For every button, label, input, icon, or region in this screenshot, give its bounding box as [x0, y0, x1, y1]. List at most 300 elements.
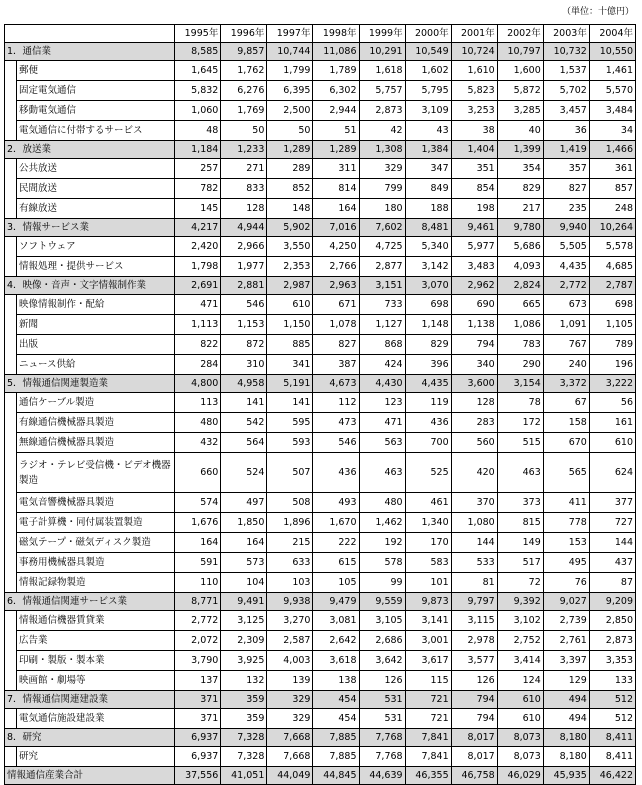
row-value: 145 [175, 199, 221, 219]
category-value: 359 [221, 691, 267, 709]
row-value: 497 [221, 493, 267, 513]
row-value: 2,353 [267, 257, 313, 277]
row-value: 573 [221, 553, 267, 573]
category-label: 7．情報通信関連建設業 [5, 691, 175, 709]
row-value: 144 [451, 533, 497, 553]
indent-cell [5, 179, 17, 199]
row-value: 2,420 [175, 237, 221, 257]
row-value: 290 [497, 355, 543, 375]
row-label: 磁気テープ・磁気ディスク製造 [17, 533, 175, 553]
category-value: 6,937 [175, 729, 221, 747]
row-value: 217 [497, 199, 543, 219]
row-value: 215 [267, 533, 313, 553]
row-value: 1,153 [221, 315, 267, 335]
table-row [5, 413, 636, 433]
row-label: ソフトウェア [17, 237, 175, 257]
row-value: 698 [405, 295, 451, 315]
row-value: 3,109 [405, 101, 451, 121]
row-value: 515 [497, 433, 543, 453]
row-value: 610 [589, 433, 635, 453]
row-value: 6,937 [175, 747, 221, 767]
category-value: 4,944 [221, 219, 267, 237]
row-value: 42 [359, 121, 405, 141]
row-value: 76 [543, 573, 589, 593]
indent-cell [5, 533, 17, 553]
row-value: 494 [543, 709, 589, 729]
category-value: 2,987 [267, 277, 313, 295]
header-blank [5, 25, 175, 43]
category-value: 7,768 [359, 729, 405, 747]
indent-cell [5, 513, 17, 533]
year-header: 2001年 [451, 25, 497, 43]
row-value: 3,125 [221, 611, 267, 631]
year-header: 2000年 [405, 25, 451, 43]
row-value: 512 [589, 709, 635, 729]
category-value: 494 [543, 691, 589, 709]
table-row [5, 671, 636, 691]
row-value: 149 [497, 533, 543, 553]
row-value: 373 [497, 493, 543, 513]
category-value: 8,771 [175, 593, 221, 611]
row-label: 有線放送 [17, 199, 175, 219]
table-row [5, 453, 636, 493]
category-value: 9,392 [497, 593, 543, 611]
row-value: 128 [451, 393, 497, 413]
row-value: 1,462 [359, 513, 405, 533]
indent-cell [5, 121, 17, 141]
table-row [5, 709, 636, 729]
indent-cell [5, 393, 17, 413]
row-value: 546 [313, 433, 359, 453]
row-value: 3,397 [543, 651, 589, 671]
row-value: 868 [359, 335, 405, 355]
row-value: 38 [451, 121, 497, 141]
category-value: 1,466 [589, 141, 635, 159]
indent-cell [5, 81, 17, 101]
category-row [5, 277, 636, 295]
row-value: 164 [221, 533, 267, 553]
row-value: 5,702 [543, 81, 589, 101]
category-value: 1,289 [313, 141, 359, 159]
row-value: 1,850 [221, 513, 267, 533]
category-label: 2．放送業 [5, 141, 175, 159]
row-label: 有線通信機械器具製造 [17, 413, 175, 433]
indent-cell [5, 453, 17, 493]
category-value: 7,668 [267, 729, 313, 747]
total-label: 情報通信産業合計 [5, 767, 175, 785]
category-value: 7,328 [221, 729, 267, 747]
row-value: 115 [405, 671, 451, 691]
table-row [5, 199, 636, 219]
row-label: 映像情報制作・配給 [17, 295, 175, 315]
category-row [5, 593, 636, 611]
category-value: 9,479 [313, 593, 359, 611]
row-value: 161 [589, 413, 635, 433]
row-value: 164 [313, 199, 359, 219]
table-row [5, 335, 636, 355]
row-value: 3,618 [313, 651, 359, 671]
row-value: 827 [543, 179, 589, 199]
row-value: 778 [543, 513, 589, 533]
category-value: 8,017 [451, 729, 497, 747]
indent-cell [5, 709, 17, 729]
row-value: 361 [589, 159, 635, 179]
table-row [5, 393, 636, 413]
category-value: 1,419 [543, 141, 589, 159]
indent-cell [5, 237, 17, 257]
row-value: 493 [313, 493, 359, 513]
row-value: 1,148 [405, 315, 451, 335]
row-value: 2,739 [543, 611, 589, 631]
category-value: 4,958 [221, 375, 267, 393]
category-label: 1．通信業 [5, 43, 175, 61]
row-value: 660 [175, 453, 221, 493]
category-value: 610 [497, 691, 543, 709]
row-value: 852 [267, 179, 313, 199]
row-value: 2,766 [313, 257, 359, 277]
row-value: 533 [451, 553, 497, 573]
row-value: 222 [313, 533, 359, 553]
row-value: 495 [543, 553, 589, 573]
row-value: 104 [221, 573, 267, 593]
row-value: 436 [405, 413, 451, 433]
row-value: 461 [405, 493, 451, 513]
total-value: 41,051 [221, 767, 267, 785]
category-row [5, 219, 636, 237]
row-value: 563 [359, 433, 405, 453]
row-value: 454 [313, 709, 359, 729]
row-value: 2,072 [175, 631, 221, 651]
row-value: 40 [497, 121, 543, 141]
header-row [5, 25, 636, 43]
row-value: 3,484 [589, 101, 635, 121]
row-value: 854 [451, 179, 497, 199]
row-value: 2,772 [175, 611, 221, 631]
category-value: 1,384 [405, 141, 451, 159]
row-value: 471 [175, 295, 221, 315]
year-header: 1998年 [313, 25, 359, 43]
row-value: 3,142 [405, 257, 451, 277]
table-row [5, 355, 636, 375]
category-value: 10,291 [359, 43, 405, 61]
year-header: 1996年 [221, 25, 267, 43]
category-value: 9,940 [543, 219, 589, 237]
row-value: 794 [451, 335, 497, 355]
indent-cell [5, 295, 17, 315]
row-value: 4,093 [497, 257, 543, 277]
category-value: 371 [175, 691, 221, 709]
category-value: 10,744 [267, 43, 313, 61]
table-row [5, 121, 636, 141]
category-value: 7,016 [313, 219, 359, 237]
year-header: 1997年 [267, 25, 313, 43]
category-value: 5,902 [267, 219, 313, 237]
table-row [5, 651, 636, 671]
row-value: 284 [175, 355, 221, 375]
row-value: 370 [451, 493, 497, 513]
table-row [5, 513, 636, 533]
category-value: 2,963 [313, 277, 359, 295]
row-value: 5,505 [543, 237, 589, 257]
row-value: 5,570 [589, 81, 635, 101]
row-value: 420 [451, 453, 497, 493]
row-value: 411 [543, 493, 589, 513]
row-value: 4,435 [543, 257, 589, 277]
indent-cell [5, 335, 17, 355]
row-value: 2,966 [221, 237, 267, 257]
table-row [5, 315, 636, 335]
category-value: 8,411 [589, 729, 635, 747]
row-value: 1,670 [313, 513, 359, 533]
row-value: 354 [497, 159, 543, 179]
row-value: 5,823 [451, 81, 497, 101]
category-value: 8,180 [543, 729, 589, 747]
row-value: 546 [221, 295, 267, 315]
row-value: 463 [497, 453, 543, 493]
row-label: 新聞 [17, 315, 175, 335]
row-value: 359 [221, 709, 267, 729]
row-value: 180 [359, 199, 405, 219]
total-value: 46,758 [451, 767, 497, 785]
row-value: 3,925 [221, 651, 267, 671]
table-row [5, 433, 636, 453]
category-value: 10,549 [405, 43, 451, 61]
row-value: 56 [589, 393, 635, 413]
table-row [5, 553, 636, 573]
year-header: 2002年 [497, 25, 543, 43]
category-value: 512 [589, 691, 635, 709]
row-value: 3,457 [543, 101, 589, 121]
row-value: 7,885 [313, 747, 359, 767]
row-value: 437 [589, 553, 635, 573]
row-value: 5,832 [175, 81, 221, 101]
row-value: 1,769 [221, 101, 267, 121]
row-value: 2,309 [221, 631, 267, 651]
row-value: 815 [497, 513, 543, 533]
row-value: 615 [313, 553, 359, 573]
row-value: 8,017 [451, 747, 497, 767]
category-label: 8．研究 [5, 729, 175, 747]
row-value: 105 [313, 573, 359, 593]
row-label: ニュース供給 [17, 355, 175, 375]
row-value: 283 [451, 413, 497, 433]
category-value: 9,873 [405, 593, 451, 611]
row-value: 196 [589, 355, 635, 375]
row-value: 6,395 [267, 81, 313, 101]
row-label: 情報処理・提供サービス [17, 257, 175, 277]
row-value: 3,483 [451, 257, 497, 277]
row-value: 357 [543, 159, 589, 179]
row-value: 3,141 [405, 611, 451, 631]
indent-cell [5, 159, 17, 179]
row-value: 78 [497, 393, 543, 413]
row-value: 507 [267, 453, 313, 493]
row-value: 463 [359, 453, 405, 493]
row-value: 2,873 [589, 631, 635, 651]
row-value: 43 [405, 121, 451, 141]
row-value: 311 [313, 159, 359, 179]
indent-cell [5, 101, 17, 121]
row-value: 172 [497, 413, 543, 433]
row-value: 87 [589, 573, 635, 593]
row-value: 198 [451, 199, 497, 219]
category-value: 721 [405, 691, 451, 709]
row-value: 436 [313, 453, 359, 493]
row-value: 48 [175, 121, 221, 141]
row-value: 1,789 [313, 61, 359, 81]
category-value: 8,481 [405, 219, 451, 237]
row-value: 341 [267, 355, 313, 375]
category-value: 2,691 [175, 277, 221, 295]
row-label: 電気通信に付帯するサービス [17, 121, 175, 141]
row-value: 34 [589, 121, 635, 141]
row-value: 170 [405, 533, 451, 553]
row-value: 257 [175, 159, 221, 179]
row-label: 郵便 [17, 61, 175, 81]
row-value: 671 [313, 295, 359, 315]
row-value: 329 [359, 159, 405, 179]
row-label: 映画館・劇場等 [17, 671, 175, 691]
category-value: 7,841 [405, 729, 451, 747]
row-value: 564 [221, 433, 267, 453]
row-value: 3,081 [313, 611, 359, 631]
row-value: 1,091 [543, 315, 589, 335]
row-value: 471 [359, 413, 405, 433]
row-label: 出版 [17, 335, 175, 355]
category-value: 4,800 [175, 375, 221, 393]
row-value: 126 [359, 671, 405, 691]
row-value: 1,977 [221, 257, 267, 277]
row-value: 857 [589, 179, 635, 199]
row-value: 508 [267, 493, 313, 513]
industry-table [4, 24, 636, 785]
row-value: 192 [359, 533, 405, 553]
category-value: 329 [267, 691, 313, 709]
row-value: 5,686 [497, 237, 543, 257]
table-row [5, 257, 636, 277]
row-value: 5,977 [451, 237, 497, 257]
row-value: 124 [497, 671, 543, 691]
row-label: ラジオ・テレビ受信機・ビデオ機器製造 [17, 453, 175, 493]
row-value: 3,285 [497, 101, 543, 121]
row-value: 137 [175, 671, 221, 691]
row-value: 7,841 [405, 747, 451, 767]
row-value: 1,127 [359, 315, 405, 335]
year-header: 1999年 [359, 25, 405, 43]
row-value: 3,642 [359, 651, 405, 671]
row-value: 633 [267, 553, 313, 573]
total-value: 44,845 [313, 767, 359, 785]
row-value: 3,414 [497, 651, 543, 671]
row-value: 67 [543, 393, 589, 413]
row-value: 872 [221, 335, 267, 355]
row-value: 578 [359, 553, 405, 573]
table-row [5, 61, 636, 81]
category-value: 4,430 [359, 375, 405, 393]
row-value: 2,587 [267, 631, 313, 651]
row-value: 347 [405, 159, 451, 179]
category-value: 9,491 [221, 593, 267, 611]
row-value: 670 [543, 433, 589, 453]
indent-cell [5, 61, 17, 81]
row-value: 673 [543, 295, 589, 315]
row-value: 794 [451, 709, 497, 729]
row-value: 624 [589, 453, 635, 493]
row-value: 1,610 [451, 61, 497, 81]
year-header: 2003年 [543, 25, 589, 43]
row-label: 情報記録物製造 [17, 573, 175, 593]
table-body [5, 43, 636, 785]
row-value: 560 [451, 433, 497, 453]
table-row [5, 159, 636, 179]
total-value: 45,935 [543, 767, 589, 785]
row-value: 1,537 [543, 61, 589, 81]
category-row [5, 375, 636, 393]
row-value: 133 [589, 671, 635, 691]
indent-cell [5, 611, 17, 631]
category-value: 1,399 [497, 141, 543, 159]
row-value: 72 [497, 573, 543, 593]
category-value: 454 [313, 691, 359, 709]
category-value: 4,435 [405, 375, 451, 393]
row-value: 112 [313, 393, 359, 413]
category-value: 3,372 [543, 375, 589, 393]
row-value: 432 [175, 433, 221, 453]
row-label: 公共放送 [17, 159, 175, 179]
indent-cell [5, 355, 17, 375]
indent-cell [5, 573, 17, 593]
category-value: 9,857 [221, 43, 267, 61]
row-value: 248 [589, 199, 635, 219]
category-value: 1,233 [221, 141, 267, 159]
row-value: 7,768 [359, 747, 405, 767]
row-value: 885 [267, 335, 313, 355]
indent-cell [5, 747, 17, 767]
row-value: 1,138 [451, 315, 497, 335]
indent-cell [5, 671, 17, 691]
row-value: 1,080 [451, 513, 497, 533]
row-value: 50 [221, 121, 267, 141]
table-row [5, 611, 636, 631]
row-value: 1,645 [175, 61, 221, 81]
category-value: 4,217 [175, 219, 221, 237]
row-value: 8,411 [589, 747, 635, 767]
row-value: 721 [405, 709, 451, 729]
total-value: 46,422 [589, 767, 635, 785]
row-value: 235 [543, 199, 589, 219]
row-value: 141 [267, 393, 313, 413]
row-value: 783 [497, 335, 543, 355]
row-value: 351 [451, 159, 497, 179]
row-value: 128 [221, 199, 267, 219]
row-value: 340 [451, 355, 497, 375]
row-value: 123 [359, 393, 405, 413]
row-value: 1,086 [497, 315, 543, 335]
total-row [5, 767, 636, 785]
row-value: 4,003 [267, 651, 313, 671]
row-value: 1,078 [313, 315, 359, 335]
row-value: 1,799 [267, 61, 313, 81]
row-value: 3,577 [451, 651, 497, 671]
row-value: 4,250 [313, 237, 359, 257]
row-value: 3,790 [175, 651, 221, 671]
row-value: 50 [267, 121, 313, 141]
table-row [5, 179, 636, 199]
table-row [5, 493, 636, 513]
indent-cell [5, 493, 17, 513]
category-row [5, 141, 636, 159]
row-value: 396 [405, 355, 451, 375]
